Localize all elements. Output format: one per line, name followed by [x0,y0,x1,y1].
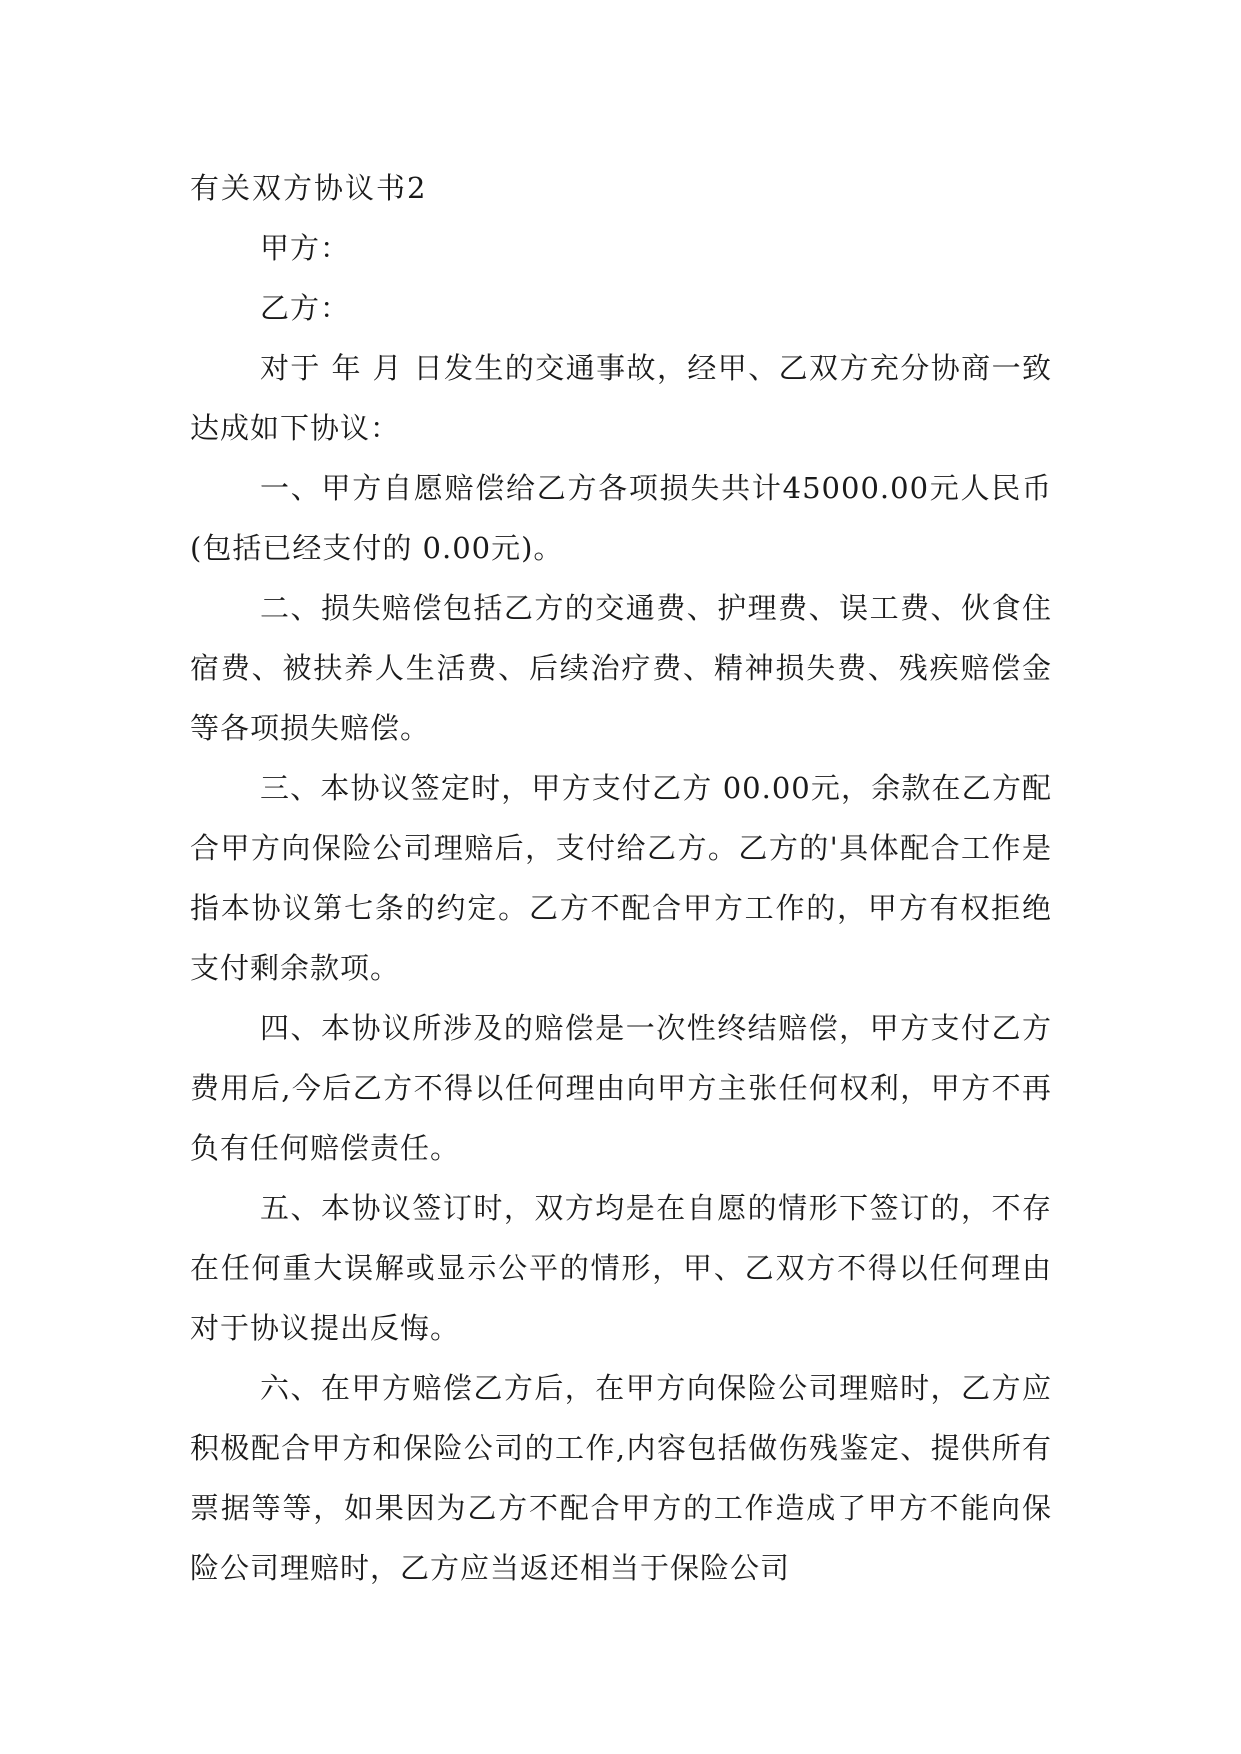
clause-2: 二、损失赔偿包括乙方的交通费、护理费、误工费、伙食住宿费、被扶养人生活费、后续治疗费、精神损失费、残疾赔偿金等各项损失赔偿。 [190,591,1052,745]
clause-3: 三、本协议签定时，甲方支付乙方 00.00元，余款在乙方配合甲方向保险公司理赔后，支付给乙方。乙方的'具体配合工作是指本协议第七条的约定。乙方不配合甲方工作的，甲方有权拒绝支付剩余款项。 [190,771,1052,985]
document-title: 有关双方协议书2 [190,171,428,205]
clause-1: 一、甲方自愿赔偿给乙方各项损失共计45000.00元人民币(包括已经支付的 0.00元)。 [190,471,1052,565]
document-page [190,158,1052,1598]
party-a-line: 甲方： [260,231,351,265]
clause-6: 六、在甲方赔偿乙方后，在甲方向保险公司理赔时，乙方应积极配合甲方和保险公司的工作,内容包括做伤残鉴定、提供所有票据等等，如果因为乙方不配合甲方的工作造成了甲方不能向保险公司理赔时，乙方应当返还相当于保险公司 [190,1371,1052,1585]
party-b-line: 乙方： [260,291,351,325]
agreement-intro: 对于 年 月 日发生的交通事故，经甲、乙双方充分协商一致达成如下协议： [190,351,1052,445]
clause-5: 五、本协议签订时，双方均是在自愿的情形下签订的，不存在任何重大误解或显示公平的情形，甲、乙双方不得以任何理由对于协议提出反悔。 [190,1191,1052,1345]
clause-4: 四、本协议所涉及的赔偿是一次性终结赔偿，甲方支付乙方费用后,今后乙方不得以任何理由向甲方主张任何权利，甲方不再负有任何赔偿责任。 [190,1011,1052,1165]
